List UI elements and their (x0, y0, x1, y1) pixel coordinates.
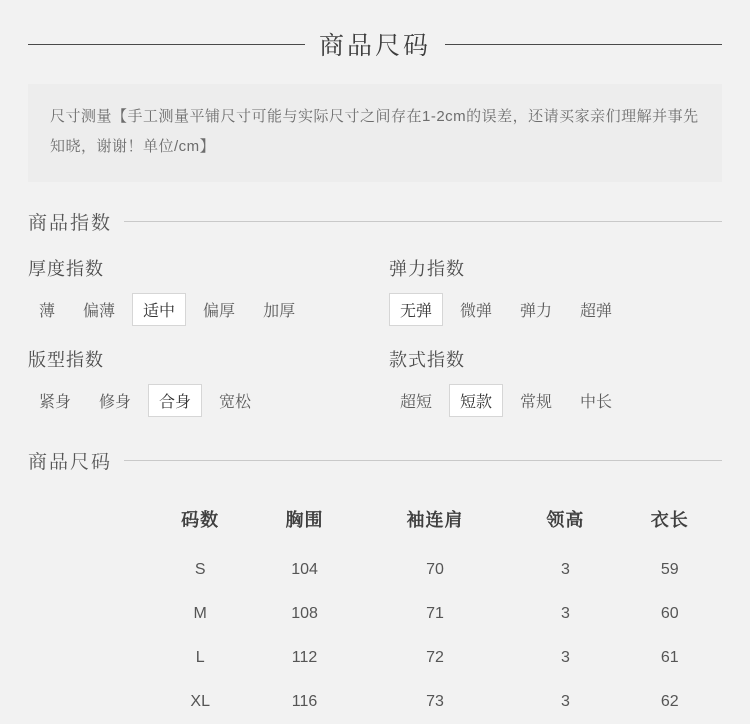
index-option[interactable]: 偏薄 (83, 303, 116, 320)
index-title: 厚度指数 (28, 259, 104, 279)
index-option-selected[interactable]: 短款 (449, 384, 503, 417)
table-column-header: 领高 (546, 510, 585, 530)
table-spacer-cell (28, 592, 148, 636)
table-cell: S (194, 561, 206, 578)
table-cell: 72 (426, 649, 444, 666)
index-option[interactable]: 宽松 (219, 394, 252, 411)
size-table (28, 492, 722, 724)
index-group-elasticity (375, 235, 722, 326)
table-spacer-cell (28, 548, 148, 592)
table-column-header: 码数 (181, 510, 220, 530)
table-spacer-cell (28, 636, 148, 680)
index-options (389, 293, 722, 326)
index-options (28, 293, 375, 326)
index-option[interactable]: 偏厚 (203, 303, 236, 320)
measurement-notice (28, 84, 722, 182)
index-option[interactable]: 薄 (39, 303, 56, 320)
table-cell: 61 (660, 649, 679, 666)
index-option[interactable]: 中长 (580, 394, 613, 411)
table-row (28, 548, 722, 592)
section-heading-size-table (28, 447, 722, 474)
page-title: 商品尺码 (319, 32, 432, 60)
index-title: 款式指数 (389, 350, 465, 370)
table-cell: 71 (426, 605, 444, 622)
index-options (28, 384, 375, 417)
section-rule (124, 460, 722, 461)
table-column-header: 胸围 (285, 510, 324, 530)
section-rule (124, 221, 722, 222)
table-cell: XL (190, 693, 210, 710)
main-title-row (0, 0, 750, 62)
index-option[interactable]: 超短 (400, 394, 433, 411)
index-group-fit (28, 326, 375, 417)
table-spacer-cell (28, 680, 148, 724)
table-cell: 104 (291, 561, 318, 578)
table-header-row (28, 492, 722, 548)
table-cell: 62 (660, 693, 679, 710)
index-grid (28, 235, 722, 417)
section-heading-product-index (28, 208, 722, 235)
index-option[interactable]: 超弹 (580, 303, 613, 320)
index-option[interactable]: 弹力 (520, 303, 553, 320)
table-cell: 3 (560, 605, 570, 622)
table-row (28, 636, 722, 680)
section-heading-label: 商品尺码 (28, 452, 113, 473)
table-cell: 3 (560, 561, 570, 578)
table-cell: 112 (291, 649, 318, 666)
table-column-header: 衣长 (650, 510, 689, 530)
index-option[interactable]: 紧身 (39, 394, 72, 411)
table-cell: 59 (660, 561, 679, 578)
table-cell: 3 (560, 649, 570, 666)
title-rule-right (445, 44, 722, 45)
table-cell: 108 (291, 605, 318, 622)
index-option[interactable]: 加厚 (263, 303, 296, 320)
index-title: 版型指数 (28, 350, 104, 370)
index-group-thickness (28, 235, 375, 326)
index-group-style (375, 326, 722, 417)
measurement-notice-text: 尺寸测量【手工测量平铺尺寸可能与实际尺寸之间存在1-2cm的误差，还请买家亲们理解并事先知晓，谢谢！单位/cm】 (50, 108, 699, 155)
index-option-selected[interactable]: 无弹 (389, 293, 443, 326)
table-cell: 60 (660, 605, 679, 622)
index-option[interactable]: 修身 (99, 394, 132, 411)
size-table-head (28, 492, 722, 548)
table-cell: L (195, 649, 205, 666)
index-option[interactable]: 微弹 (460, 303, 493, 320)
table-cell: M (193, 605, 207, 622)
table-cell: 3 (560, 693, 570, 710)
index-option-selected[interactable]: 适中 (132, 293, 186, 326)
table-cell: 116 (291, 693, 318, 710)
table-cell: 73 (426, 693, 444, 710)
index-title: 弹力指数 (389, 259, 465, 279)
table-row (28, 680, 722, 724)
title-rule-left (28, 44, 305, 45)
index-option-selected[interactable]: 合身 (148, 384, 202, 417)
table-cell: 70 (426, 561, 444, 578)
size-table-body (28, 548, 722, 724)
index-option[interactable]: 常规 (520, 394, 553, 411)
table-column-header: 袖连肩 (406, 510, 464, 530)
table-spacer-cell (28, 492, 148, 548)
index-options (389, 384, 722, 417)
section-heading-label: 商品指数 (28, 213, 113, 234)
table-row (28, 592, 722, 636)
